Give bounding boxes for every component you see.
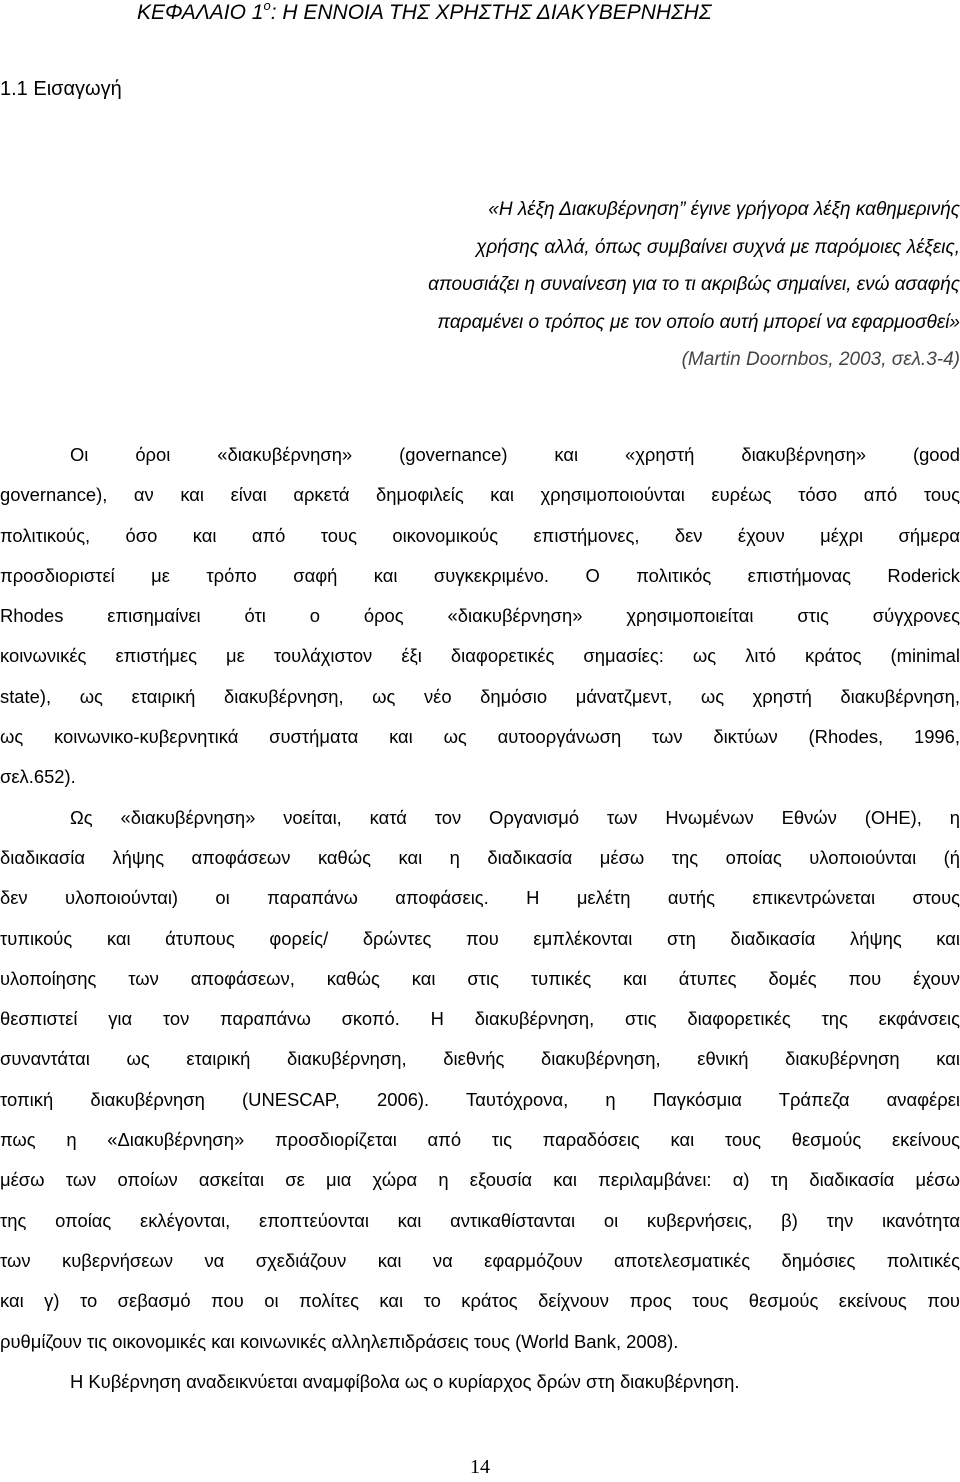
quote-line: απουσιάζει η συναίνεση για το τι ακριβώς σημαίνει, ενώ ασαφής — [428, 274, 960, 296]
page-number: 14 — [470, 1456, 490, 1478]
paragraph-line: Οι όροι «διακυβέρνηση» (governance) και «χρηστή διακυβέρνηση» (good — [70, 444, 960, 465]
paragraph-line: πως η «Διακυβέρνηση» προσδιορίζεται από τις παραδόσεις και τους θεσμούς εκείνους — [0, 1129, 960, 1151]
epigraph-quote — [260, 191, 960, 379]
chapter-title-ordinal: ο — [263, 0, 271, 13]
paragraph-line: πολιτικούς, όσο και από τους οικονομικούς επιστήμονες, δεν έχουν μέχρι σήμερα — [0, 524, 960, 546]
paragraph-line: ως κοινωνικο-κυβερνητικά συστήματα και ως αυτοοργάνωση των δικτύων (Rhodes, 1996, — [0, 726, 960, 748]
section-title: 1.1 Εισαγωγή — [0, 78, 122, 100]
paragraph-1 — [0, 435, 960, 798]
chapter-title — [137, 0, 711, 26]
chapter-title-prefix: ΚΕΦΑΛΑΙΟ 1 — [137, 1, 264, 24]
paragraph-line: θεσπιστεί για τον παραπάνω σκοπό. Η διακυβέρνηση, στις διαφορετικές της εκφάνσεις — [0, 1008, 960, 1030]
paragraph-line: της οποίας εκλέγονται, εποπτεύονται και αντικαθίστανται οι κυβερνήσεις, β) την ικανότητα — [0, 1209, 960, 1231]
quote-citation: (Martin Doornbos, 2003, σελ.3-4) — [681, 349, 960, 371]
paragraph-line: state), ως εταιρική διακυβέρνηση, ως νέο δημόσιο μάνατζμεντ, ως χρηστή διακυβέρνηση, — [0, 685, 960, 707]
paragraph-line: διαδικασία λήψης αποφάσεων καθώς και η διαδικασία μέσω της οποίας υλοποιούνται (ή — [0, 846, 960, 868]
paragraph-line: Η Κυβέρνηση αναδεικνύεται αναμφίβολα ως ο κυρίαρχος δρών στη διακυβέρνηση. — [70, 1370, 740, 1392]
paragraph-2 — [0, 798, 960, 1362]
paragraph-line: ρυθμίζουν τις οικονομικές και κοινωνικές αλληλεπιδράσεις τους (World Bank, 2008). — [0, 1330, 679, 1352]
paragraph-line: των κυβερνήσεων να σχεδιάζουν και να εφαρμόζουν αποτελεσματικές δημόσιες πολιτικές — [0, 1249, 960, 1271]
paragraph-line: Ως «διακυβέρνηση» νοείται, κατά τον Οργανισμό των Ηνωμένων Εθνών (ΟΗΕ), η — [70, 806, 960, 828]
paragraph-line: συναντάται ως εταιρική διακυβέρνηση, διεθνής διακυβέρνηση, εθνική διακυβέρνηση και — [0, 1048, 960, 1070]
paragraph-line: τυπικούς και άτυπους φορείς/ δρώντες που εμπλέκονται στη διαδικασία λήψης και — [0, 927, 960, 949]
paragraph-line: δεν υλοποιούνται) οι παραπάνω αποφάσεις. Η μελέτη αυτής επικεντρώνεται στους — [0, 887, 960, 909]
chapter-title-text: : Η ΕΝΝΟΙΑ ΤΗΣ ΧΡΗΣΤΗΣ ΔΙΑΚΥΒΕΡΝΗΣΗΣ — [270, 1, 712, 24]
paragraph-line: μέσω των οποίων ασκείται σε μια χώρα η εξουσία και περιλαμβάνει: α) τη διαδικασία μέσω — [0, 1169, 960, 1191]
paragraph-line: κοινωνικές επιστήμες με τουλάχιστον έξι διαφορετικές σημασίες: ως λιτό κράτος (minimal — [0, 645, 960, 667]
paragraph-3 — [0, 1362, 960, 1402]
body-text — [0, 435, 960, 1402]
paragraph-line: σελ.652). — [0, 766, 76, 788]
paragraph-line: υλοποίησης των αποφάσεων, καθώς και στις τυπικές και άτυπες δομές που έχουν — [0, 967, 960, 989]
quote-line: παραμένει ο τρόπος με τον οποίο αυτή μπορεί να εφαρμοσθεί» — [437, 311, 960, 333]
paragraph-line: και γ) το σεβασμό που οι πολίτες και το κράτος δείχνουν προς τους θεσμούς εκείνους που — [0, 1290, 960, 1312]
quote-line: χρήσης αλλά, όπως συμβαίνει συχνά με παρόμοιες λέξεις, — [476, 236, 960, 258]
paragraph-line: προσδιοριστεί με τρόπο σαφή και συγκεκριμένο. Ο πολιτικός επιστήμονας Roderick — [0, 564, 960, 586]
paragraph-line: governance), αν και είναι αρκετά δημοφιλείς και χρησιμοποιούνται ευρέως τόσο από τους — [0, 484, 960, 506]
paragraph-line: τοπική διακυβέρνηση (UNESCAP, 2006). Ταυτόχρονα, η Παγκόσμια Τράπεζα αναφέρει — [0, 1088, 960, 1110]
quote-line: «Η λέξη Διακυβέρνηση” έγινε γρήγορα λέξη καθημερινής — [488, 199, 960, 220]
paragraph-line: Rhodes επισημαίνει ότι ο όρος «διακυβέρνηση» χρησιμοποιείται στις σύγχρονες — [0, 605, 960, 627]
